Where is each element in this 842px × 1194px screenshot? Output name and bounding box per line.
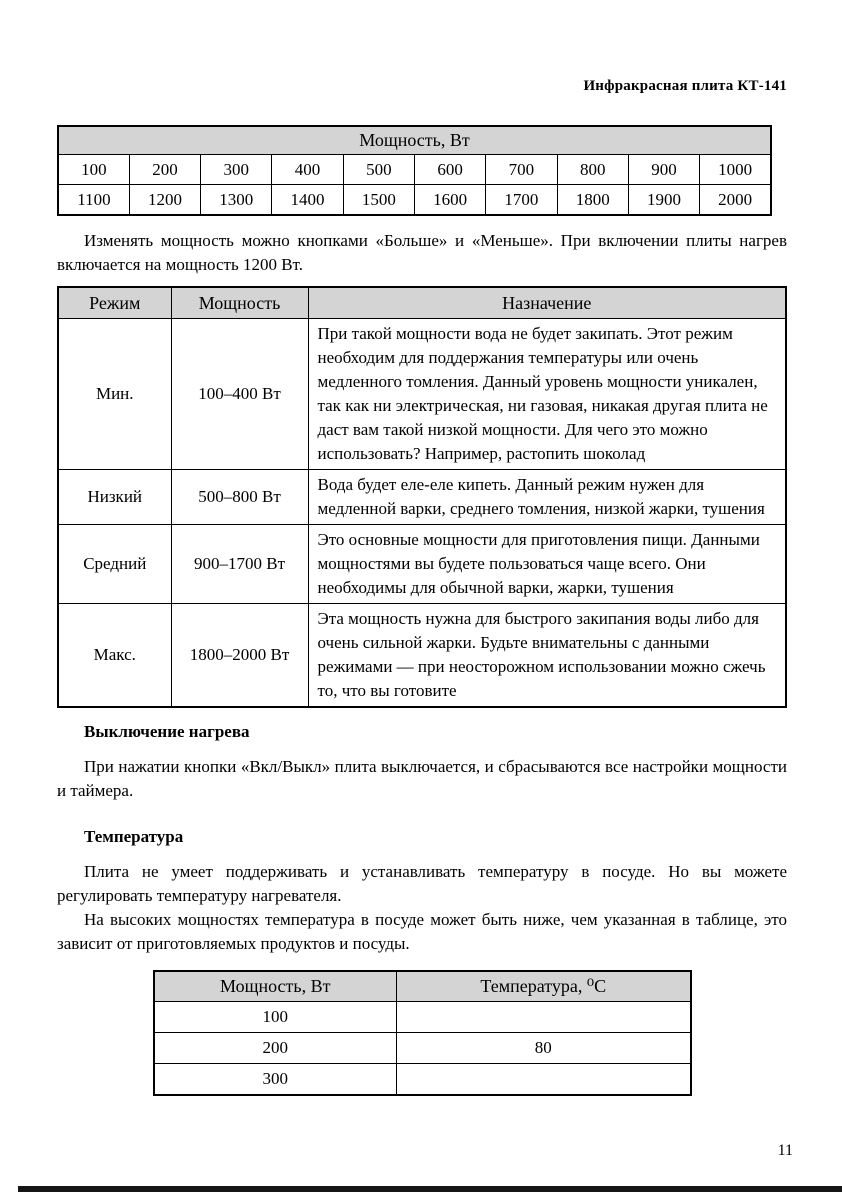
power-cell: 1500 [343,185,414,216]
temperature-table-row [154,1002,691,1033]
section-heading-heat-off: Выключение нагрева [84,722,250,741]
purpose-cell: Эта мощность нужна для быстрого закипания воды либо для очень сильной жарки. Будьте внимательны с данными режимами — при неосторожном использовании можно сжечь то, что вы готовите [308,604,786,708]
power-cell: 1000 [700,155,771,185]
temperature-table-row [154,1064,691,1096]
power-table-title-row [58,126,771,155]
power-cell: 100 [58,155,129,185]
temperature-paragraph-1: Плита не умеет поддерживать и устанавливать температуру в посуде. Но вы можете регулировать температуру нагревателя. [57,862,787,905]
temperature-table-header-row [154,971,691,1002]
modes-table [57,286,787,708]
temp-value-cell [397,1064,691,1096]
purpose-cell: Вода будет еле-еле кипеть. Данный режим нужен для медленной варки, среднего томления, низкой жарки, тушения [308,470,786,525]
power-cell: 600 [414,155,485,185]
power-table [57,125,772,216]
mode-row-max [58,604,786,708]
power-range-cell: 900–1700 Вт [171,525,308,604]
temp-power-cell: 100 [154,1002,397,1033]
purpose-cell: Это основные мощности для приготовления пищи. Данными мощностями вы будете пользоваться чаще всего. Они необходимы для обычной варки, жарки, тушения [308,525,786,604]
mode-row-medium [58,525,786,604]
section-heading-temperature: Температура [84,827,184,846]
power-cell: 800 [557,155,628,185]
power-cell: 1400 [272,185,343,216]
power-cell: 2000 [700,185,771,216]
power-cell: 500 [343,155,414,185]
power-table-title: Мощность, Вт [58,126,771,155]
running-header: Инфракрасная плита КТ-141 [583,78,787,94]
power-cell: 400 [272,155,343,185]
power-range-cell: 100–400 Вт [171,319,308,470]
temp-table-header-power: Мощность, Вт [154,971,397,1002]
power-cell: 1700 [486,185,557,216]
purpose-cell: При такой мощности вода не будет закипать. Этот режим необходим для поддержания температуры или очень медленного томления. Данный уровень мощности уникален, так как ни электрическая, ни газовая, никакая другая плита не даст вам такой низкой мощности. Для чего это можно использовать? Например, растопить шоколад [308,319,786,470]
modes-header-power: Мощность [171,287,308,319]
temp-value-cell: 80 [397,1033,691,1064]
temp-power-cell: 300 [154,1064,397,1096]
heat-off-paragraph: При нажатии кнопки «Вкл/Выкл» плита выключается, и сбрасываются все настройки мощности и таймера. [57,757,787,800]
mode-cell: Низкий [58,470,171,525]
power-range-cell: 500–800 Вт [171,470,308,525]
modes-table-header-row [58,287,786,319]
temp-power-cell: 200 [154,1033,397,1064]
temp-table-header-temp: Температура, ⁰С [397,971,691,1002]
modes-header-purpose: Назначение [308,287,786,319]
temperature-paragraph-2: На высоких мощностях температура в посуде может быть ниже, чем указанная в таблице, это зависит от приготовляемых продуктов и посуды. [57,910,787,953]
power-cell: 1600 [414,185,485,216]
mode-cell: Макс. [58,604,171,708]
temp-value-cell [397,1002,691,1033]
mode-row-low [58,470,786,525]
modes-header-mode: Режим [58,287,171,319]
power-table-row [58,155,771,185]
power-cell: 1900 [628,185,699,216]
power-cell: 1100 [58,185,129,216]
power-cell: 1200 [129,185,200,216]
temperature-table [153,970,692,1096]
intro-paragraph: Изменять мощность можно кнопками «Больше» и «Меньше». При включении плиты нагрев включается на мощность 1200 Вт. [57,231,787,274]
power-cell: 300 [201,155,272,185]
power-cell: 1300 [201,185,272,216]
temperature-table-row [154,1033,691,1064]
footer-bar [18,1186,842,1192]
power-cell: 700 [486,155,557,185]
mode-row-min [58,319,786,470]
page-content [57,0,787,1096]
power-cell: 1800 [557,185,628,216]
mode-cell: Мин. [58,319,171,470]
power-cell: 200 [129,155,200,185]
mode-cell: Средний [58,525,171,604]
power-range-cell: 1800–2000 Вт [171,604,308,708]
power-cell: 900 [628,155,699,185]
page-number: 11 [777,1142,793,1159]
power-table-row [58,185,771,216]
